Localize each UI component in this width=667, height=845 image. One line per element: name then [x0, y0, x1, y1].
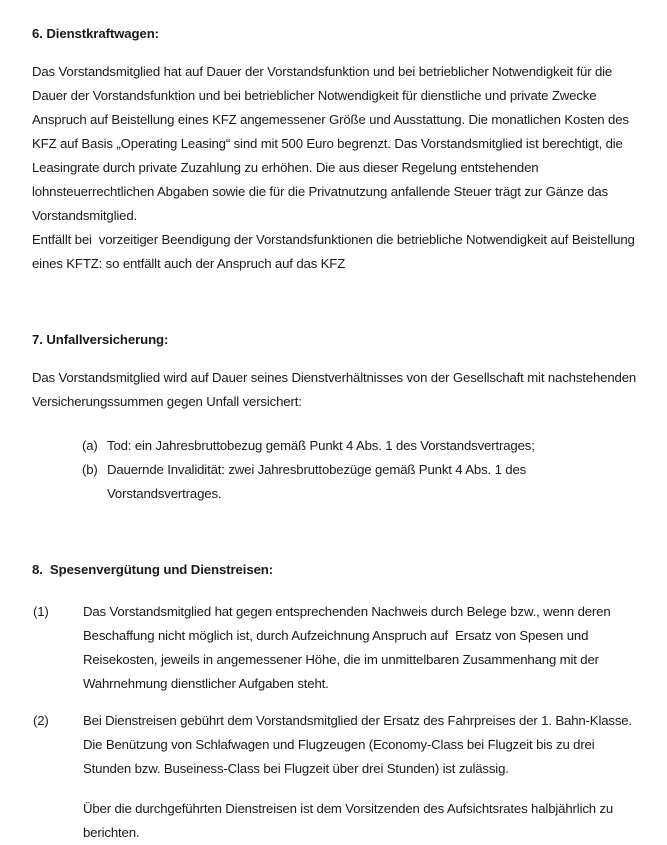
section-heading-8: 8. Spesenvergütung und Dienstreisen: [32, 562, 274, 577]
section-6-paragraph-main: Das Vorstandsmitglied hat auf Dauer der Vorstandsfunktion und bei betrieblicher Notwendigkeit für die Dauer der Vorstandsfunktion und bei betrieblicher Notwendigkeit für dienstliche und private Zwecke Anspruch auf Beistellung eines KFZ angemessener Größe und Ausstattung. Die monatlichen Kosten des KFZ auf Basis „Operating Leasing“ sind mit 500 Euro begrenzt. Das Vorstandsmitglied ist berechtigt, die Leasingrate durch private Zuzahlung zu erhöhen. Die aus dieser Regelung entstehenden lohnsteuerrechtlichen Abgaben sowie die für die Privatnutzung anfallende Steuer trägt zur Gänze das Vorstandsmitglied. [32, 64, 633, 223]
spacer [32, 350, 640, 366]
list-item [32, 709, 640, 781]
section-8-closing-paragraph: Über die durchgeführten Dienstreisen ist dem Vorsitzenden des Aufsichtsrates halbjährlich zu berichten. [83, 801, 617, 840]
list-item-text: Tod: ein Jahresbruttobezug gemäß Punkt 4 Abs. 1 des Vorstandsvertrages; [107, 438, 535, 453]
spacer [32, 580, 640, 600]
list-item-marker: (b) [82, 462, 98, 477]
section-7-paragraph-intro: Das Vorstandsmitglied wird auf Dauer seines Dienstverhältnisses von der Gesellschaft mit nachstehenden Versicherungssummen gegen Unfall versichert: [32, 370, 640, 409]
list-item-marker: (1) [33, 604, 49, 619]
spacer [32, 781, 640, 797]
list-item-marker: (2) [33, 713, 49, 728]
list-item-text: Dauernde Invalidität: zwei Jahresbruttobezüge gemäß Punkt 4 Abs. 1 des Vorstandsvertrages. [107, 462, 530, 501]
spacer [32, 414, 640, 434]
list-item [32, 434, 640, 458]
list-item-text: Das Vorstandsmitglied hat gegen entsprechenden Nachweis durch Belege bzw., wenn deren Beschaffung nicht möglich ist, durch Aufzeichnung Anspruch auf Ersatz von Spesen und Reisekosten, jeweils in angemessener Höhe, die im unmittelbaren Zusammenhang mit der Wahrnehmung dienstlicher Aufgaben steht. [83, 604, 615, 691]
spacer [32, 276, 640, 330]
list-item-marker: (a) [82, 438, 98, 453]
section-heading-6: 6. Dienstkraftwagen: [32, 26, 159, 41]
spacer [32, 44, 640, 60]
spacer [32, 506, 640, 560]
list-item-text: Bei Dienstreisen gebührt dem Vorstandsmitglied der Ersatz des Fahrpreises der 1. Bahn-Klasse. Die Benützung von Schlafwagen und Flugzeugen (Economy-Class bei Flugzeit bis zu drei Stunden bzw. Buseiness-Class bei Flugzeit über drei Stunden) ist zulässig. [83, 713, 636, 776]
expenses-list [32, 600, 640, 781]
insurance-list [32, 434, 640, 506]
list-item [32, 458, 640, 506]
list-item [32, 600, 640, 696]
section-heading-7: 7. Unfallversicherung: [32, 332, 169, 347]
section-6-paragraph-followup: Entfällt bei vorzeitiger Beendigung der Vorstandsfunktionen die betriebliche Notwendigkeit auf Beistellung eines KFTZ: so entfällt auch der Anspruch auf das KFZ [32, 232, 639, 271]
